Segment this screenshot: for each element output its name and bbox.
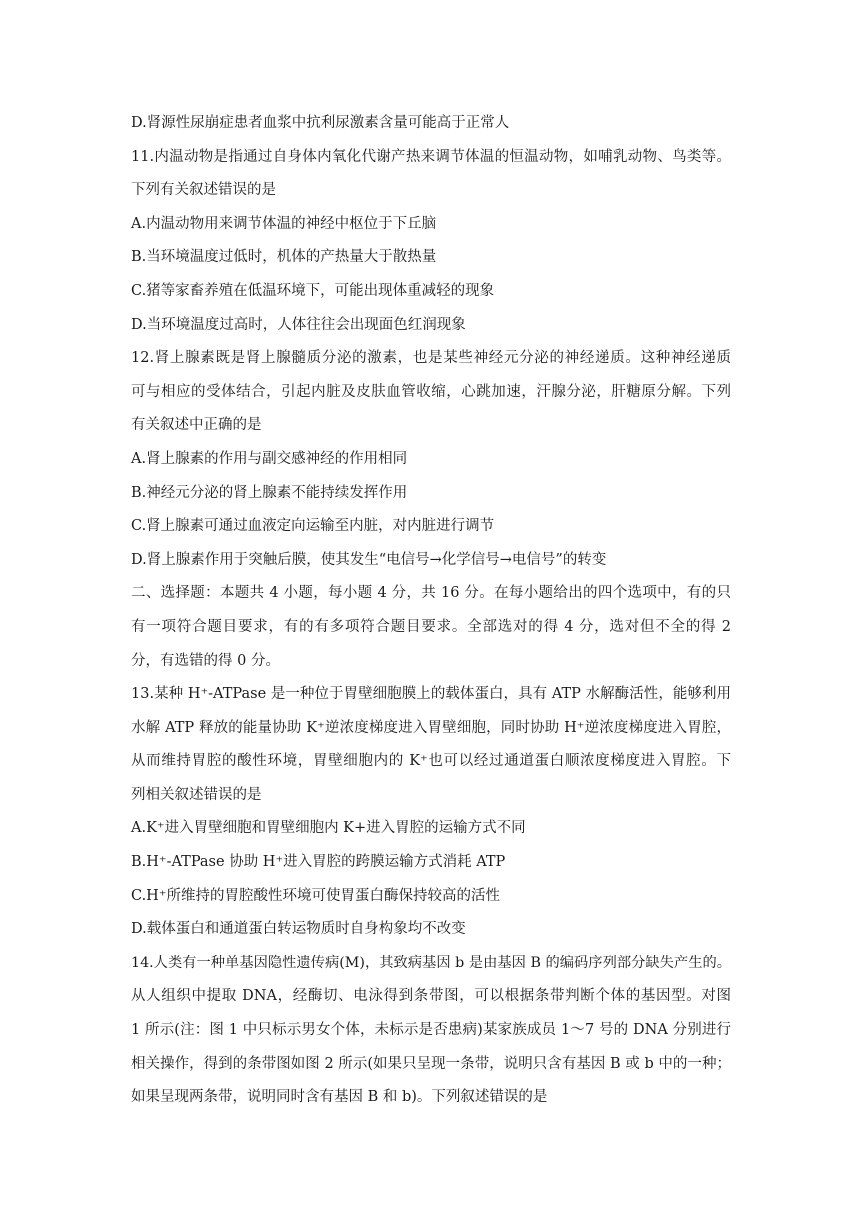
option-d: D.肾上腺素作用于突触后膜，使其发生“电信号→化学信号→电信号”的转变	[131, 551, 607, 568]
text-line: 1 所示(注：图 1 中只标示男女个体，未标示是否患病)某家族成员 1～7 号的 DNA 分别进行	[131, 1022, 731, 1039]
text-line: 如果呈现两条带，说明同时含有基因 B 和 b)。下列叙述错误的是	[131, 1089, 548, 1106]
question-12-stem: 12.肾上腺素既是肾上腺髓质分泌的激素，也是某些神经元分泌的神经递质。这种神经递质	[131, 350, 731, 367]
option-d: D.当环境温度过高时，人体往往会出现面色红润现象	[131, 316, 466, 333]
option-d: D.载体蛋白和通道蛋白转运物质时自身构象均不改变	[131, 921, 466, 938]
option-b: B.H⁺-ATPase 协助 H⁺进入胃腔的跨膜运输方式消耗 ATP	[131, 854, 506, 871]
text-line: 有关叙述中正确的是	[131, 417, 262, 434]
text-line: 从人组织中提取 DNA，经酶切、电泳得到条带图，可以根据条带判断个体的基因型。对图	[131, 988, 731, 1005]
section-heading: 二、选择题：本题共 4 小题，每小题 4 分，共 16 分。在每小题给出的四个选项中，有的只	[131, 585, 731, 602]
option-b: B.当环境温度过低时，机体的产热量大于散热量	[131, 249, 437, 266]
text-line: 下列有关叙述错误的是	[131, 182, 276, 199]
text-line: 从而维持胃腔的酸性环境，胃壁细胞内的 K⁺也可以经过通道蛋白顺浓度梯度进入胃腔。下	[131, 753, 731, 770]
option-a: A.K⁺进入胃壁细胞和胃壁细胞内 K+进入胃腔的运输方式不同	[131, 820, 526, 837]
option-a: A.肾上腺素的作用与副交感神经的作用相同	[131, 450, 408, 467]
text-line: 可与相应的受体结合，引起内脏及皮肤血管收缩，心跳加速，汗腺分泌，肝糖原分解。下列	[131, 383, 731, 400]
option-a: A.内温动物用来调节体温的神经中枢位于下丘脑	[131, 215, 437, 232]
option-c: C.H⁺所维持的胃腔酸性环境可使胃蛋白酶保持较高的活性	[131, 887, 500, 904]
option-c: C.猪等家畜养殖在低温环境下，可能出现体重减轻的现象	[131, 282, 495, 299]
text-line: D.肾源性尿崩症患者血浆中抗利尿激素含量可能高于正常人	[131, 115, 510, 131]
question-14-stem: 14.人类有一种单基因隐性遗传病(M)，其致病基因 b 是由基因 B 的编码序列部分缺失产生的。	[131, 954, 731, 971]
question-13-stem: 13.某种 H⁺-ATPase 是一种位于胃壁细胞膜上的载体蛋白，具有 ATP 水解酶活性，能够利用	[131, 686, 731, 703]
option-b: B.神经元分泌的肾上腺素不能持续发挥作用	[131, 484, 408, 501]
option-c: C.肾上腺素可通过血液定向运输至内脏，对内脏进行调节	[131, 518, 495, 535]
text-line: 有一项符合题目要求，有的有多项符合题目要求。全部选对的得 4 分，选对但不全的得 2	[131, 618, 731, 635]
text-line: 分，有选错的得 0 分。	[131, 652, 280, 669]
text-line: 相关操作，得到的条带图如图 2 所示(如果只呈现一条带，说明只含有基因 B 或 b 中的一种；	[131, 1055, 731, 1072]
document-page	[131, 107, 731, 1115]
question-11-stem: 11.内温动物是指通过自身体内氧化代谢产热来调节体温的恒温动物，如哺乳动物、鸟类等。	[131, 148, 731, 165]
text-line: 水解 ATP 释放的能量协助 K⁺逆浓度梯度进入胃壁细胞，同时协助 H⁺逆浓度梯度进入胃腔，	[131, 719, 731, 736]
text-line: 列相关叙述错误的是	[131, 786, 262, 803]
